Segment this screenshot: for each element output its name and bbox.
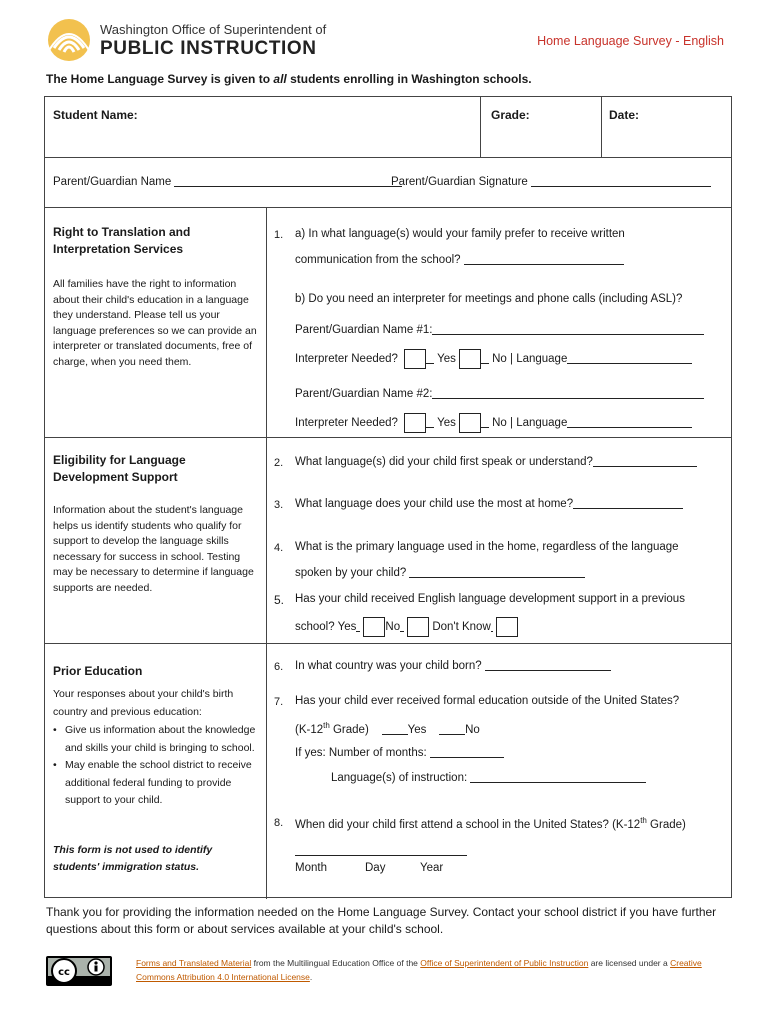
parent1-no-checkbox[interactable] — [459, 349, 481, 369]
q5-no-checkbox[interactable] — [407, 617, 429, 637]
q5-options-row — [295, 617, 518, 637]
intro-statement — [46, 72, 532, 86]
parent2-language-field[interactable] — [567, 427, 692, 428]
prior-education-section-title: Prior Education — [53, 664, 143, 678]
q2-answer-field[interactable] — [295, 456, 697, 468]
q7-text: Has your child ever received formal education outside of the United States? — [295, 695, 680, 707]
yes-label: Yes — [407, 723, 427, 736]
divider — [601, 97, 602, 157]
divider — [45, 643, 731, 644]
license-notice — [46, 956, 732, 986]
dont-know-label: Don't Know — [432, 621, 491, 633]
q4-answer-field[interactable] — [295, 567, 585, 579]
q2-text: What language(s) did your child first speak or understand? — [295, 456, 593, 468]
divider — [45, 157, 731, 158]
parent1-name-field[interactable] — [295, 324, 704, 336]
parent2-yes-checkbox[interactable] — [404, 413, 426, 433]
q7-yes-blank[interactable] — [382, 734, 408, 735]
q8-text — [295, 816, 686, 831]
parent-signature-field[interactable] — [391, 176, 711, 188]
page-header — [44, 18, 734, 66]
q7-options-row — [295, 721, 480, 736]
parent2-no-checkbox[interactable] — [459, 413, 481, 433]
k12-superscript: th — [323, 721, 330, 730]
q5-text: Has your child received English language development support in a previous — [295, 593, 685, 605]
parent2-interpreter-row — [295, 413, 692, 433]
question-number: 4. — [274, 542, 284, 554]
license-text-mid2: are licensed under a — [588, 958, 671, 968]
yes-label: Yes — [437, 353, 456, 365]
question-number: 1. — [274, 229, 284, 241]
languages-label: Language(s) of instruction: — [331, 772, 468, 784]
yes-label: Yes — [437, 417, 456, 429]
license-text-mid: from the Multilingual Education Office of the — [251, 958, 421, 968]
forms-link[interactable]: Forms and Translated Material — [136, 958, 252, 968]
q6-answer-field[interactable] — [295, 660, 611, 672]
divider — [45, 207, 731, 208]
parent1-yes-checkbox[interactable] — [404, 349, 426, 369]
year-label: Year — [420, 862, 444, 874]
prior-education-intro: Your responses about your child's birth country and previous education: — [53, 688, 234, 718]
eligibility-section-body: Information about the student's language helps us identify students who qualify for support to develop the language skills necessary for success in school. Testing may be necessary to determine if language supports are needed. — [53, 504, 254, 594]
q1a-text: a) In what language(s) would your family prefer to receive written — [295, 228, 625, 240]
intro-text-before: The Home Language Survey is given to — [46, 72, 274, 86]
intro-text-after: students enrolling in Washington schools. — [286, 72, 532, 86]
license-text-end: . — [309, 972, 313, 982]
parent-name-label: Parent/Guardian Name — [53, 176, 172, 188]
grade-field[interactable]: Grade: — [491, 108, 530, 122]
survey-form — [44, 96, 732, 898]
thank-you-note: Thank you for providing the information needed on the Home Language Survey. Contact your school district if you have further questions about this form or about services available at your child's school. — [46, 905, 717, 936]
parent2-name-field[interactable] — [295, 388, 704, 400]
no-label: No — [385, 621, 401, 633]
question-number: 2. — [274, 457, 284, 469]
q1a-text-line2: communication from the school? — [295, 254, 461, 266]
k12-label: (K-12 — [295, 723, 324, 736]
yes-label: Yes — [337, 621, 357, 633]
month-label: Month — [295, 862, 327, 874]
intro-emphasis: all — [273, 72, 287, 86]
form-title: Home Language Survey - English — [537, 34, 724, 48]
creative-commons-by-icon — [46, 956, 112, 986]
immigration-disclaimer: This form is not used to identify students' immigration status. — [53, 844, 213, 873]
question-number: 5. — [274, 593, 285, 607]
question-number: 3. — [274, 499, 284, 511]
k12-superscript: th — [640, 816, 647, 825]
q6-text: In what country was your child born? — [295, 660, 482, 672]
q8-text-main: When did your child first attend a school in the United States? (K-12 — [295, 818, 641, 831]
q8-date-field[interactable] — [295, 855, 467, 856]
question-number: 8. — [274, 817, 284, 829]
parent1-name-label: Parent/Guardian Name #1: — [295, 324, 433, 336]
license-text — [136, 956, 726, 984]
license-link[interactable]: Creative Commons Attribution 4.0 International License — [136, 958, 702, 982]
org-name-line1: Washington Office of Superintendent of — [100, 22, 327, 37]
eligibility-section-title: Eligibility for Language Development Support — [53, 453, 186, 484]
column-divider — [266, 207, 267, 899]
list-item: • May enable the school district to receive additional federal funding to provide support to your child. — [53, 757, 258, 810]
question-number: 6. — [274, 661, 284, 673]
grade-label: Grade) — [646, 818, 686, 831]
no-language-label: No | Language — [492, 417, 568, 429]
parent1-language-field[interactable] — [567, 363, 692, 364]
q3-answer-field[interactable] — [295, 498, 683, 510]
q3-text: What language does your child use the most at home? — [295, 498, 574, 510]
q5-school-label: school? — [295, 621, 335, 633]
q7-months-field[interactable] — [295, 747, 504, 759]
interpreter-needed-label: Interpreter Needed? — [295, 417, 398, 429]
parent1-interpreter-row — [295, 349, 692, 369]
q5-dont-know-checkbox[interactable] — [496, 617, 518, 637]
months-label: If yes: Number of months: — [295, 747, 427, 759]
day-label: Day — [365, 862, 386, 874]
q7-no-blank[interactable] — [439, 734, 465, 735]
grade-label: Grade) — [329, 723, 369, 736]
list-item: • Give us information about the knowledge and skills your child is bringing to school. — [53, 722, 258, 757]
no-label: No — [465, 723, 480, 736]
divider — [45, 437, 731, 438]
prior-education-bullets — [53, 722, 258, 810]
q5-yes-checkbox[interactable] — [363, 617, 385, 637]
q4-text: What is the primary language used in the home, regardless of the language — [295, 541, 679, 553]
interpreter-needed-label: Interpreter Needed? — [295, 353, 398, 365]
svg-text:cc: cc — [58, 967, 70, 978]
org-name-line2: PUBLIC INSTRUCTION — [100, 38, 317, 59]
translation-section-body: All families have the right to information about their child's education in a language they understand. Please tell us your language preferences so we can provide an interpreter or translated documents, free of charge, when you need them. — [53, 278, 257, 368]
q1b-text: b) Do you need an interpreter for meetings and phone calls (including ASL)? — [295, 293, 683, 305]
question-number: 7. — [274, 696, 284, 708]
translation-section-title: Right to Translation and Interpretation Services — [53, 225, 191, 256]
date-field[interactable]: Date: — [609, 108, 640, 122]
ospi-link[interactable]: Office of Superintendent of Public Instruction — [420, 958, 589, 968]
ospi-logo-icon — [44, 18, 94, 64]
q7-languages-field[interactable] — [331, 772, 646, 784]
parent-signature-label: Parent/Guardian Signature — [391, 176, 528, 188]
parent2-name-label: Parent/Guardian Name #2: — [295, 388, 433, 400]
divider — [480, 97, 481, 157]
parent-name-field[interactable] — [53, 176, 402, 188]
q4-text-line2: spoken by your child? — [295, 567, 407, 579]
student-name-field[interactable]: Student Name: — [53, 108, 138, 122]
no-language-label: No | Language — [492, 353, 568, 365]
q1a-answer-field[interactable] — [295, 254, 624, 266]
